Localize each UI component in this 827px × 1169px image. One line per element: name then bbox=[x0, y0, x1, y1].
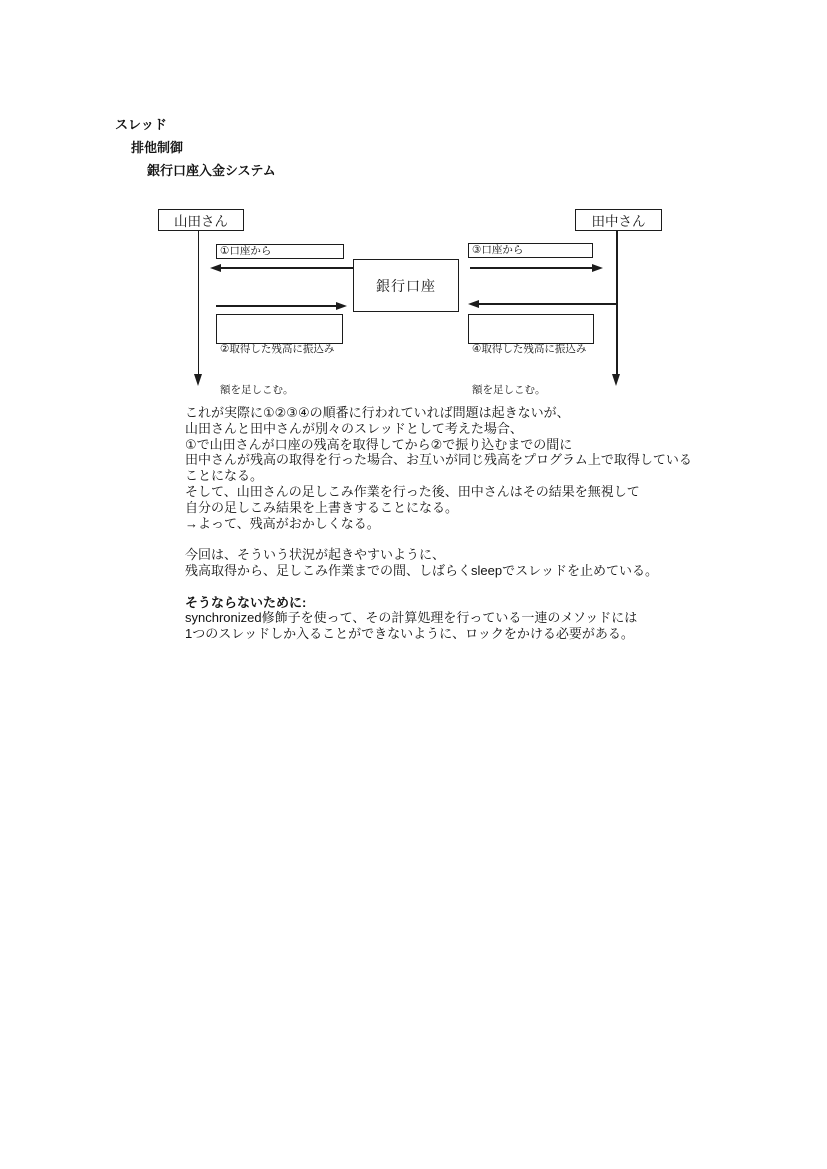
body-line: 1つのスレッドしか入ることができないように、ロックをかける必要がある。 bbox=[185, 626, 634, 642]
actor-box-tanaka: 田中さん bbox=[575, 209, 662, 231]
step1-label-box: ①口座から bbox=[216, 244, 344, 259]
lifeline-tanaka-arrowhead-icon bbox=[612, 374, 620, 386]
body-line: ことになる。 bbox=[185, 468, 264, 484]
heading-bank-deposit-system: 銀行口座入金システム bbox=[147, 163, 276, 178]
step3-label-box: ③口座から bbox=[468, 243, 593, 258]
arrow-step1-head-icon bbox=[210, 264, 221, 272]
arrow-step3-head-icon bbox=[592, 264, 603, 272]
step2-label-box bbox=[216, 314, 343, 396]
body-line: 今回は、そういう状況が起きやすいように、 bbox=[185, 547, 446, 563]
body-line: 田中さんが残高の取得を行った場合、お互いが同じ残高をプログラム上で取得している bbox=[185, 452, 692, 468]
body-line: →よって、残高がおかしくなる。 bbox=[185, 515, 380, 531]
heading-exclusive-control: 排他制御 bbox=[131, 140, 184, 155]
body-line: 自分の足しこみ結果を上書きすることになる。 bbox=[185, 499, 459, 515]
bank-account-box: 銀行口座 bbox=[353, 259, 459, 312]
heading-thread: スレッド bbox=[115, 117, 167, 132]
arrow-step3-line bbox=[470, 267, 592, 269]
body-line: そして、山田さんの足しこみ作業を行った後、田中さんはその結果を無視して bbox=[185, 483, 640, 499]
lifeline-yamada-arrowhead-icon bbox=[194, 374, 202, 386]
body-line: synchronized修飾子を使って、その計算処理を行っている一連のメソッドには bbox=[185, 610, 638, 626]
step4-label-line1: ④取得した残高に振込み bbox=[472, 343, 587, 355]
body-line: これが実際に①②③④の順番に行われていれば問題は起きないが、 bbox=[185, 405, 570, 420]
body-line: ①で山田さんが口座の残高を取得してから②で振り込むまでの間に bbox=[185, 436, 573, 452]
arrow-step4-line bbox=[479, 303, 617, 305]
body-line-blank bbox=[185, 531, 692, 547]
arrow-step2-head-icon bbox=[336, 302, 347, 310]
actor-box-yamada: 山田さん bbox=[158, 209, 244, 231]
step4-label-box bbox=[468, 314, 594, 396]
arrow-step1-line bbox=[221, 267, 353, 269]
step2-label-line1: ②取得した残高に振込み bbox=[220, 343, 335, 355]
step2-label-line2: 額を足しこむ。 bbox=[220, 383, 294, 396]
arrow-step4-head-icon bbox=[468, 300, 479, 308]
body-line: 残高取得から、足しこみ作業までの間、しばらくsleepでスレッドを止めている。 bbox=[185, 562, 658, 578]
body-line-blank bbox=[185, 579, 692, 595]
body-line-subheading: そうならないために: bbox=[185, 594, 307, 610]
body-text bbox=[185, 405, 692, 642]
arrow-step2-line bbox=[216, 305, 336, 307]
step4-label-line2: 額を足しこむ。 bbox=[472, 383, 546, 396]
lifeline-yamada bbox=[198, 231, 200, 374]
body-line: 山田さんと田中さんが別々のスレッドとして考えた場合、 bbox=[185, 420, 523, 436]
